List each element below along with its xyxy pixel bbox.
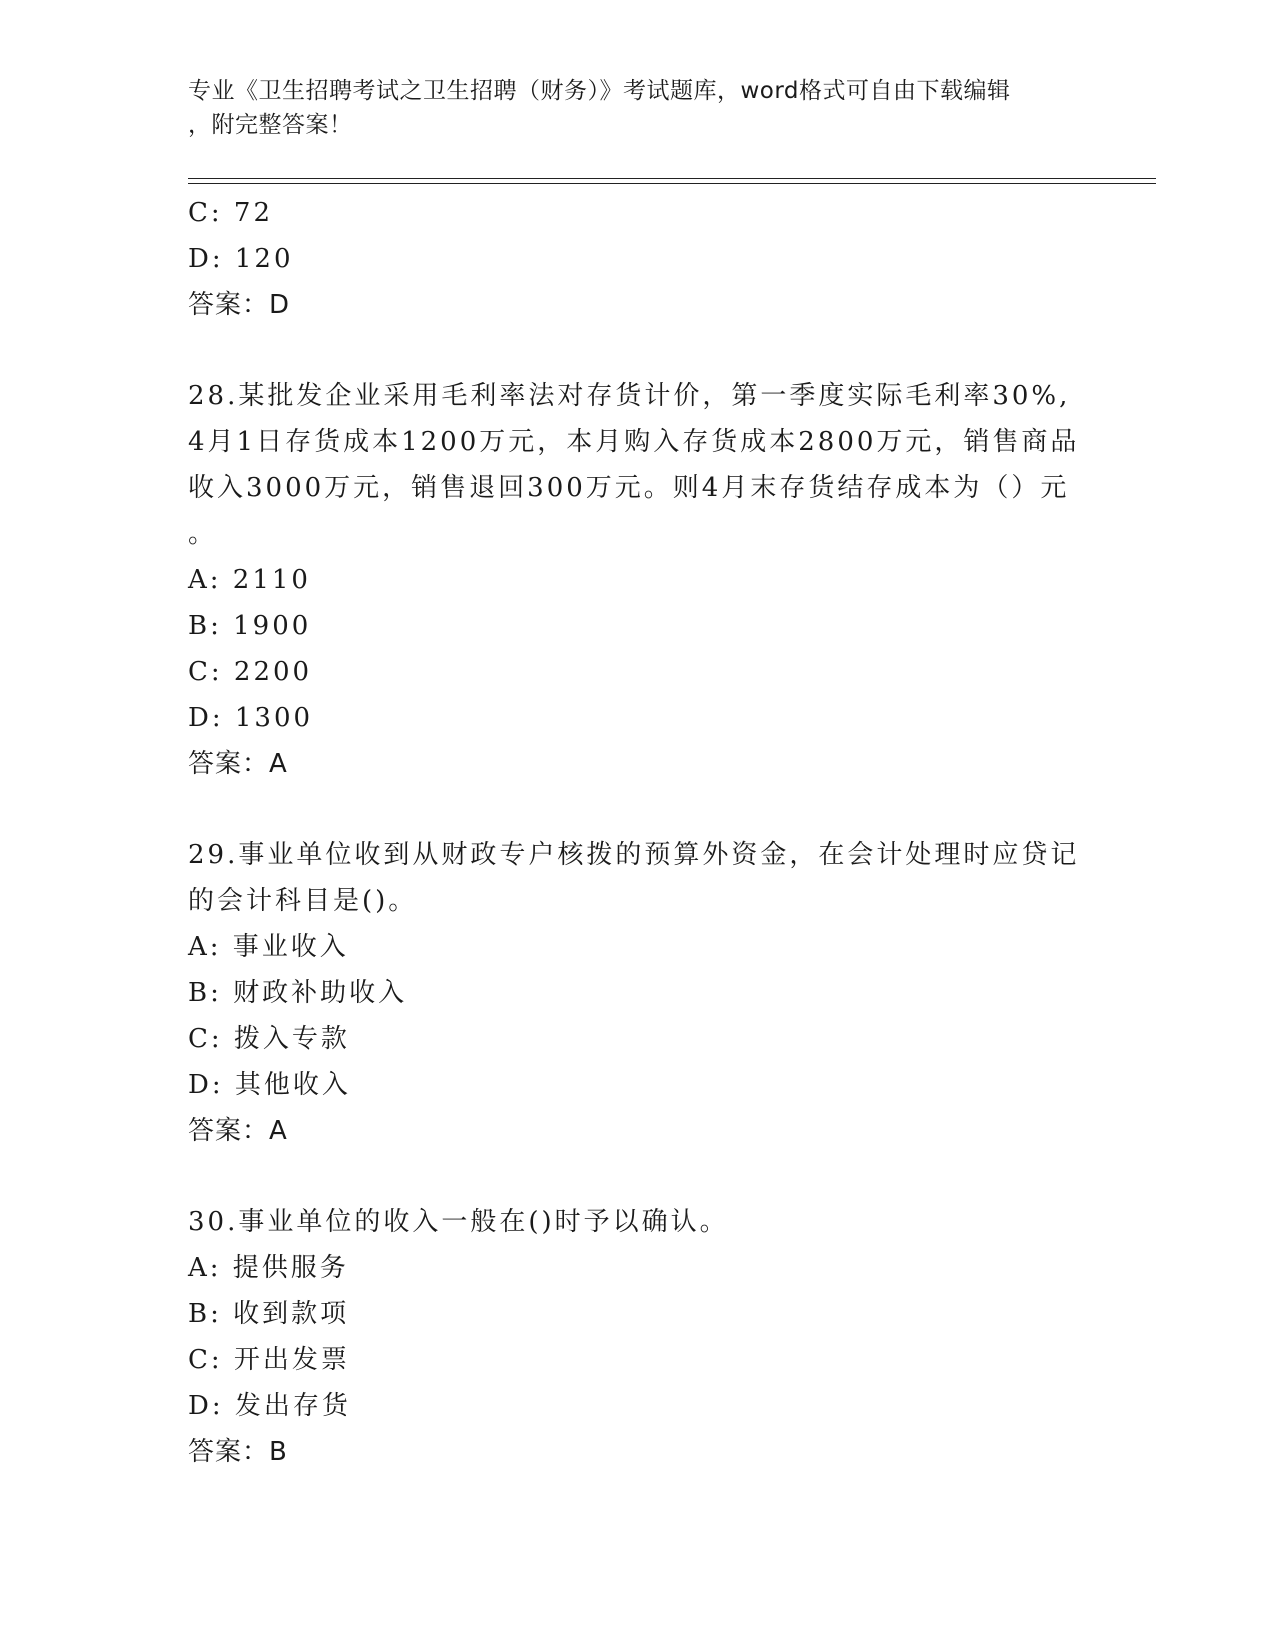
option-b: B: 1900	[188, 611, 312, 641]
answer-line: 答案：A	[188, 1116, 288, 1146]
question-text-line: 的会计科目是()。	[188, 886, 418, 916]
option-c: C: 2200	[188, 657, 313, 687]
previous-question-block	[188, 190, 1088, 328]
document-header	[188, 74, 1088, 142]
header-line-2: ，附完整答案！	[188, 112, 353, 138]
question-text-line: 4月1日存货成本1200万元，本月购入存货成本2800万元，销售商品	[188, 427, 1080, 457]
option-a: A: 事业收入	[188, 932, 349, 962]
option-a: A: 2110	[188, 565, 311, 595]
question-28	[188, 373, 1088, 787]
question-30	[188, 1199, 1088, 1475]
question-text-line: 29.事业单位收到从财政专户核拨的预算外资金，在会计处理时应贷记	[188, 840, 1080, 870]
option-d: D: 发出存货	[188, 1391, 351, 1421]
option-a: A: 提供服务	[188, 1253, 349, 1283]
header-line-1: 专业《卫生招聘考试之卫生招聘（财务）》考试题库，word格式可自由下载编辑	[188, 78, 1011, 104]
question-text-line: 收入3000万元，销售退回300万元。则4月末存货结存成本为（）元	[188, 473, 1070, 503]
option-d: D: 1300	[188, 703, 314, 733]
option-c: C: 开出发票	[188, 1345, 350, 1375]
answer-line: 答案：B	[188, 1437, 288, 1467]
option-d: D: 120	[188, 244, 294, 274]
question-text-line: 28.某批发企业采用毛利率法对存货计价，第一季度实际毛利率30%,	[188, 381, 1071, 411]
question-text-line: 30.事业单位的收入一般在()时予以确认。	[188, 1207, 729, 1237]
question-text-line: 。	[188, 519, 218, 549]
header-divider-top	[188, 178, 1156, 179]
answer-line: 答案：A	[188, 749, 288, 779]
question-29	[188, 832, 1088, 1154]
question-content	[188, 190, 1088, 1475]
header-divider-bottom	[188, 183, 1156, 184]
option-b: B: 财政补助收入	[188, 978, 408, 1008]
option-d: D: 其他收入	[188, 1070, 351, 1100]
option-b: B: 收到款项	[188, 1299, 350, 1329]
option-c: C: 72	[188, 198, 274, 228]
option-c: C: 拨入专款	[188, 1024, 350, 1054]
answer-line: 答案：D	[188, 290, 291, 320]
